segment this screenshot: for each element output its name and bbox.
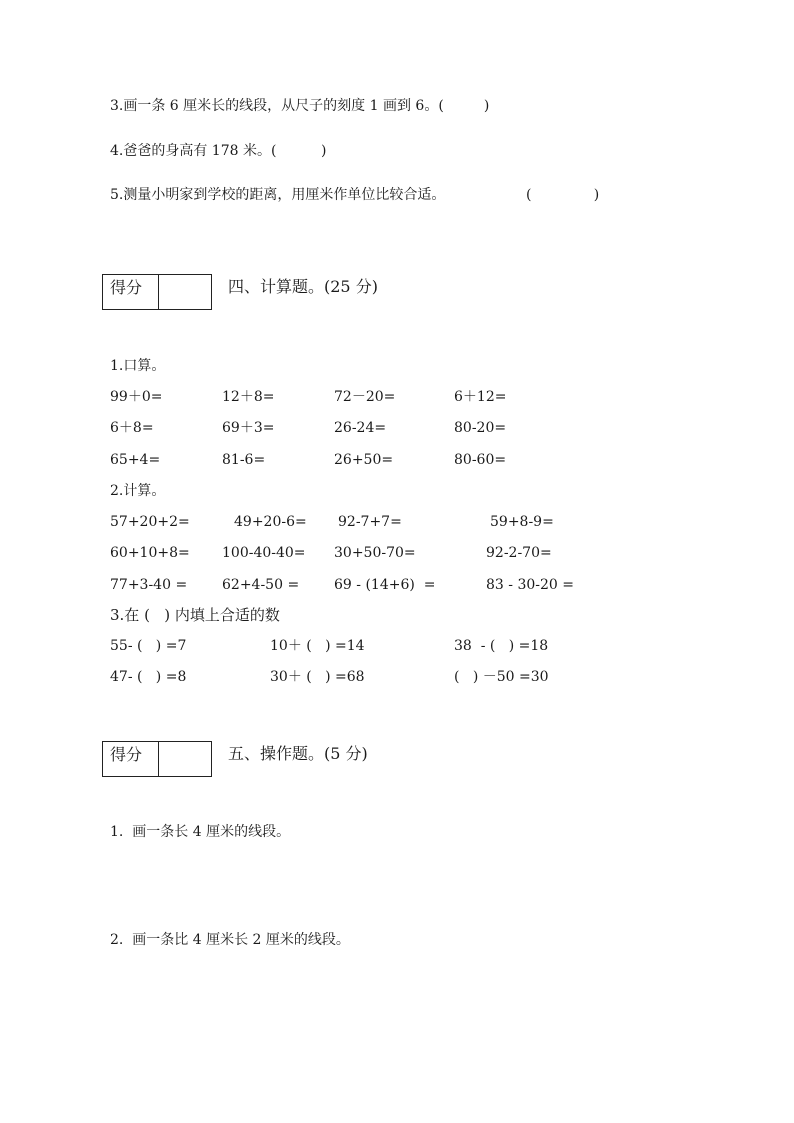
question-draw-line-1: 1. 画一条长 4 厘米的线段。 — [110, 824, 291, 840]
problem: 62+4-50 = — [222, 577, 300, 593]
problem: 81-6= — [222, 452, 266, 468]
problem: 55- ( ) =7 — [110, 638, 187, 654]
question-title: 1.口算。 — [110, 358, 166, 374]
score-label: 得分 — [103, 742, 159, 776]
problem: 47- ( ) =8 — [110, 669, 187, 685]
score-box — [102, 274, 212, 310]
score-value-field[interactable] — [159, 275, 211, 309]
judge-item-5: 5.测量小明家到学校的距离，用厘米作单位比较合适。 — [110, 187, 446, 203]
problem: 80-20= — [454, 420, 507, 436]
section-title-operation: 五、操作题。(5 分) — [228, 744, 368, 763]
problem: 12＋8= — [222, 389, 275, 405]
score-box — [102, 741, 212, 777]
score-label: 得分 — [103, 275, 159, 309]
judge-item-5-answer-blank: ( ) — [526, 187, 600, 203]
question-title: 3.在 ( ) 内填上合适的数 — [110, 606, 280, 624]
problem: 49+20-6= — [234, 514, 307, 530]
problem: 57+20+2= — [110, 514, 190, 530]
problem: 69＋3= — [222, 420, 275, 436]
problem: 92-7+7= — [338, 514, 402, 530]
problem: 60+10+8= — [110, 545, 190, 561]
problem: 92-2-70= — [486, 545, 552, 561]
problem: 83 - 30-20 = — [486, 577, 574, 593]
problem: ( ) －50 =30 — [454, 669, 549, 685]
problem: 100-40-40= — [222, 545, 306, 561]
problem: 72－20= — [334, 389, 396, 405]
problem: 30+50-70= — [334, 545, 416, 561]
judge-item-4: 4.爸爸的身高有 178 米。( ) — [110, 143, 327, 159]
problem: 69 - (14+6) = — [334, 577, 436, 593]
problem: 59+8-9= — [490, 514, 554, 530]
problem: 6＋12= — [454, 389, 507, 405]
question-title: 2.计算。 — [110, 483, 166, 499]
question-draw-line-2: 2. 画一条比 4 厘米长 2 厘米的线段。 — [110, 932, 350, 948]
problem: 38 - ( ) =18 — [454, 638, 549, 654]
problem: 65+4= — [110, 452, 161, 468]
judge-item-3: 3.画一条 6 厘米长的线段，从尺子的刻度 1 画到 6。( ) — [110, 98, 490, 114]
problem: 30＋ ( ) =68 — [270, 669, 365, 685]
score-value-field[interactable] — [159, 742, 211, 776]
problem: 99＋0= — [110, 389, 163, 405]
problem: 10＋ ( ) =14 — [270, 638, 365, 654]
problem: 26+50= — [334, 452, 394, 468]
section-title-calculation: 四、计算题。(25 分) — [228, 277, 378, 296]
problem: 77+3-40 = — [110, 577, 188, 593]
problem: 80-60= — [454, 452, 507, 468]
problem: 6＋8= — [110, 420, 154, 436]
problem: 26-24= — [334, 420, 387, 436]
